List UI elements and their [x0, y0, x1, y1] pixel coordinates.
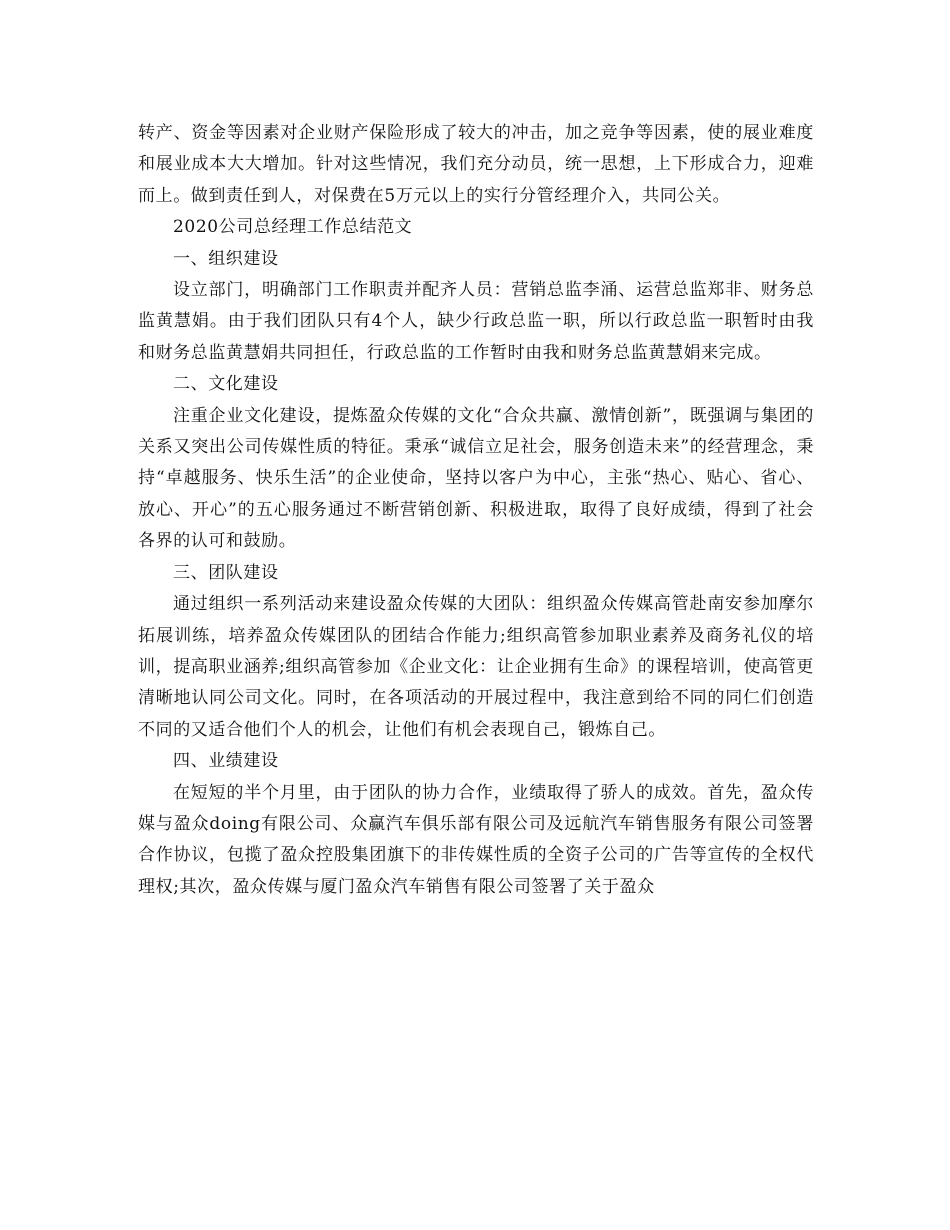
paragraph-performance: 在短短的半个月里，由于团队的协力合作，业绩取得了骄人的成效。首先，盈众传媒与盈众doing有限公司、众赢汽车俱乐部有限公司及远航汽车销售服务有限公司签署合作协议，包揽了盈众控股集团旗下的非传媒性质的全资子公司的广告等宣传的全权代理权;其次，盈众传媒与厦门盈众汽车销售有限公司签署了关于盈众: [138, 782, 814, 897]
paragraph-culture: 注重企业文化建设，提炼盈众传媒的文化“合众共赢、激情创新”，既强调与集团的关系又突出公司传媒性质的特征。秉承“诚信立足社会，服务创造未来”的经营理念，秉持“卓越服务、快乐生活”的企业使命，坚持以客户为中心，主张“热心、贴心、省心、放心、开心”的五心服务通过不断营销创新、积极进取，取得了良好成绩，得到了社会各界的认可和鼓励。: [138, 405, 814, 552]
paragraph-team: 通过组织一系列活动来建设盈众传媒的大团队：组织盈众传媒高管赴南安参加摩尔拓展训练，培养盈众传媒团队的团结合作能力;组织高管参加职业素养及商务礼仪的培训，提高职业涵养;组织高管参加《企业文化：让企业拥有生命》的课程培训，使高管更清晰地认同公司文化。同时，在各项活动的开展过程中，我注意到给不同的同仁们创造不同的又适合他们个人的机会，让他们有机会表现自己，锻炼自己。: [138, 594, 814, 740]
document-title: 2020公司总经理工作总结范文: [173, 217, 413, 238]
section-heading-performance: 四、业绩建设: [173, 751, 279, 772]
section-heading-organization: 一、组织建设: [173, 248, 279, 269]
paragraph-continuation: 转产、资金等因素对企业财产保险形成了较大的冲击，加之竞争等因素，使的展业难度和展业成本大大增加。针对这些情况，我们充分动员，统一思想，上下形成合力，迎难而上。做到责任到人，对保费在5万元以上的实行分管经理介入，共同公关。: [138, 123, 814, 206]
paragraph-organization: 设立部门，明确部门工作职责并配齐人员：营销总监李涌、运营总监郑非、财务总监黄慧娟。由于我们团队只有4个人，缺少行政总监一职，所以行政总监一职暂时由我和财务总监黄慧娟共同担任，行政总监的工作暂时由我和财务总监黄慧娟来完成。: [138, 280, 814, 363]
section-heading-team: 三、团队建设: [173, 562, 279, 583]
document-body: [138, 118, 814, 903]
section-heading-culture: 二、文化建设: [173, 374, 279, 395]
